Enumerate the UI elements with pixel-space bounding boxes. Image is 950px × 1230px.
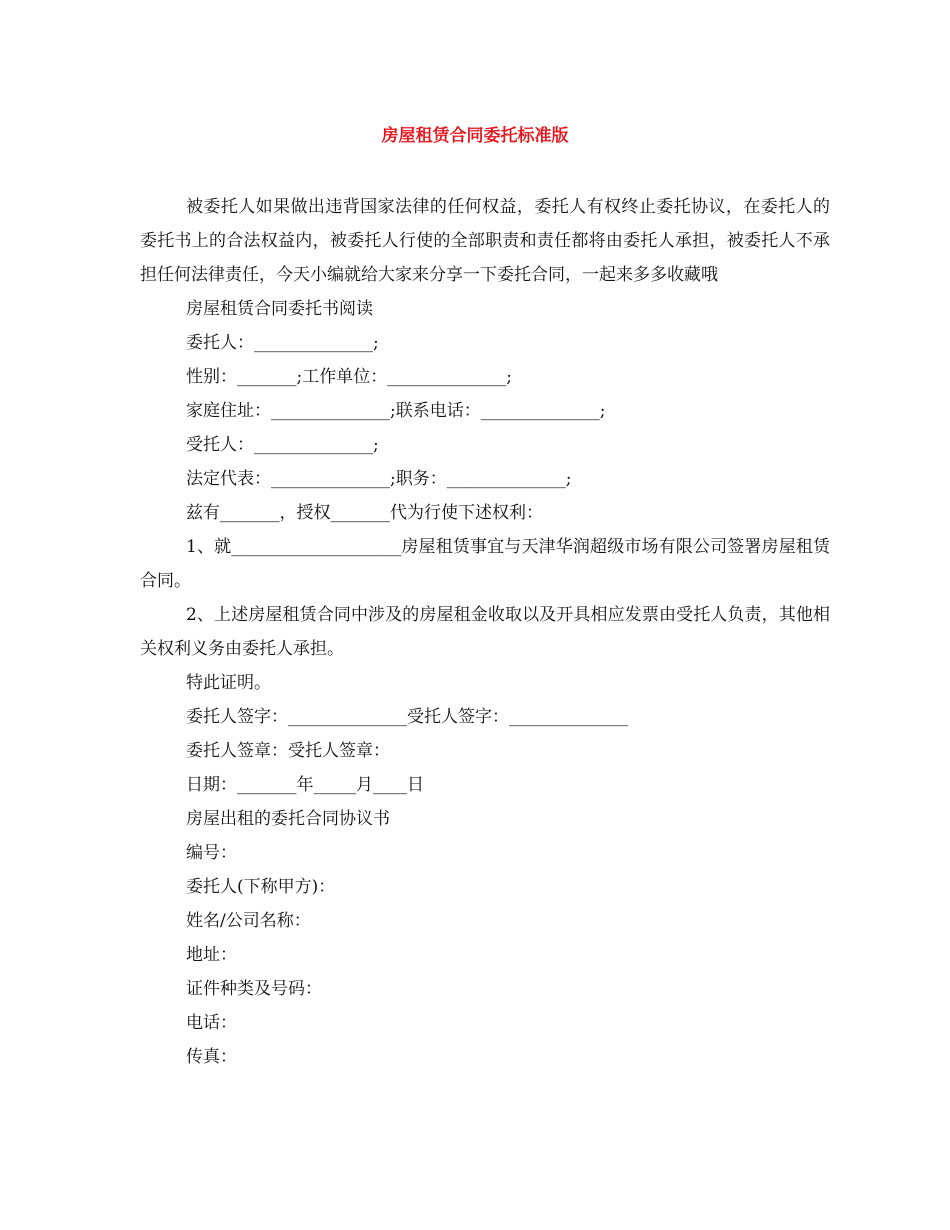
field-id-type: 证件种类及号码： [186, 979, 322, 999]
field-address-phone: 家庭住址：______________;联系电话：______________; [186, 401, 606, 421]
document-title: 房屋租赁合同委托标准版 [381, 126, 569, 146]
clause-1: 1、就____________________房屋租赁事宜与天津华润超级市场有限公司签署房屋租赁合同。 [140, 537, 830, 591]
field-address: 地址： [186, 945, 237, 965]
signature-line: 委托人签字：______________受托人签字：______________ [186, 707, 628, 727]
document-body [140, 190, 830, 1074]
seal-line: 委托人签章：受托人签章： [186, 741, 390, 761]
field-fax: 传真： [186, 1047, 237, 1067]
field-party-a: 委托人(下称甲方)： [186, 877, 336, 897]
clause-2: 2、上述房屋租赁合同中涉及的房屋租金收取以及开具相应发票由受托人负责，其他相关权利义务由委托人承担。 [140, 605, 830, 659]
field-number: 编号： [186, 843, 237, 863]
intro-paragraph: 被委托人如果做出违背国家法律的任何权益，委托人有权终止委托协议，在委托人的委托书上的合法权益内，被委托人行使的全部职责和责任都将由委托人承担，被委托人不承担任何法律责任，今天小编就给大家来分享一下委托合同，一起来多多收藏哦 [140, 197, 830, 285]
field-phone: 电话： [186, 1013, 237, 1033]
field-gender-work-unit: 性别：_______;工作单位：______________; [186, 367, 512, 387]
field-agent: 受托人：______________; [186, 435, 379, 455]
certification-line: 特此证明。 [186, 673, 271, 693]
field-legal-representative: 法定代表：______________;职务：______________; [186, 469, 572, 489]
section-heading-power-of-attorney: 房屋租赁合同委托书阅读 [186, 299, 373, 319]
field-name-company: 姓名/公司名称： [186, 911, 311, 931]
authorization-line: 兹有_______，授权_______代为行使下述权利： [186, 503, 543, 523]
field-principal: 委托人：______________; [186, 333, 379, 353]
date-line: 日期：_______年_____月____日 [186, 775, 424, 795]
section-heading-rental-agreement: 房屋出租的委托合同协议书 [186, 809, 390, 829]
